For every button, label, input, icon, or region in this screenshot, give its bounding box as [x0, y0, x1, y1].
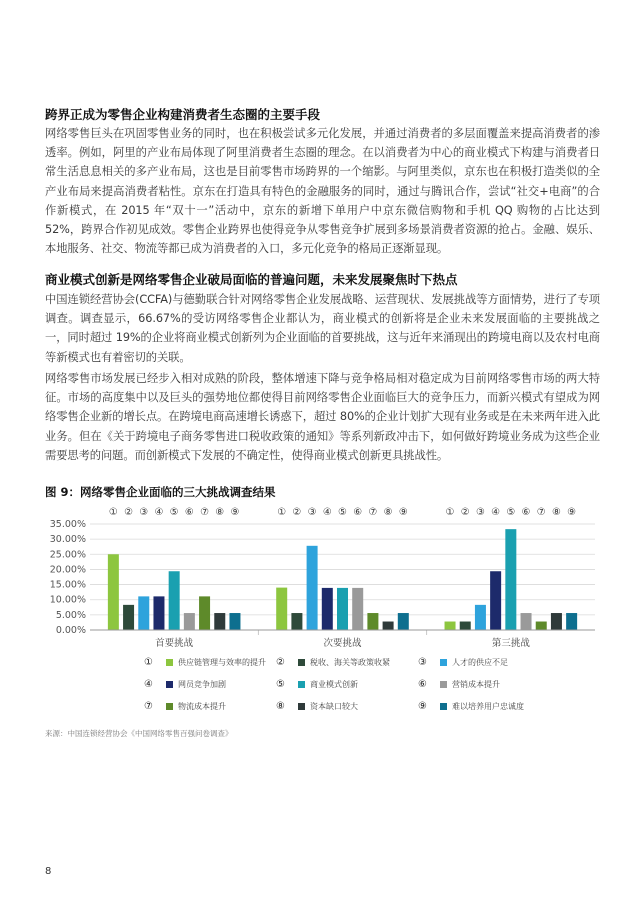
y-tick-label: 5.00% — [55, 609, 86, 621]
bar — [337, 588, 348, 630]
group-marker: ② — [460, 507, 470, 518]
bar — [169, 571, 180, 630]
group-marker: ⑧ — [551, 507, 561, 518]
bar — [123, 605, 134, 630]
bar — [153, 596, 164, 630]
legend-item — [276, 698, 358, 714]
legend-label: 营销成本提升 — [452, 679, 500, 689]
group-marker: ⑦ — [200, 507, 210, 518]
legend-marker: ⑦ — [144, 700, 153, 712]
legend-swatch — [440, 703, 447, 710]
legend-swatch — [166, 681, 173, 688]
y-tick-label: 10.00% — [49, 594, 86, 606]
legend-label: 税收、海关等政策收紧 — [310, 657, 390, 667]
bar — [460, 622, 471, 630]
group-marker: ③ — [475, 507, 485, 518]
legend-label: 网员竞争加剧 — [178, 679, 226, 689]
legend-item — [418, 676, 500, 692]
bar — [398, 613, 409, 630]
bar — [307, 546, 318, 630]
legend-marker: ④ — [144, 678, 153, 690]
group-marker: ④ — [154, 507, 164, 518]
legend-item — [418, 654, 508, 670]
section-title-cross-border: 跨界正成为零售企业构建消费者生态圈的主要手段 — [45, 107, 321, 122]
bar — [505, 529, 516, 630]
legend-label: 难以培养用户忠诚度 — [452, 701, 524, 711]
legend-label: 人才的供应不足 — [452, 657, 508, 667]
y-tick-label: 35.00% — [49, 519, 86, 530]
x-category-label: 第三挑战 — [491, 638, 530, 649]
legend-swatch — [440, 681, 447, 688]
group-marker: ① — [108, 507, 118, 518]
bar — [566, 613, 577, 630]
legend-swatch — [166, 703, 173, 710]
legend-swatch — [166, 659, 173, 666]
bar — [536, 622, 547, 630]
bar — [490, 571, 501, 630]
y-tick-label: 30.00% — [49, 534, 86, 546]
bar — [322, 588, 333, 630]
legend-marker: ⑥ — [418, 678, 427, 690]
legend-swatch — [298, 703, 305, 710]
bar — [276, 588, 287, 630]
group-marker: ⑤ — [169, 507, 179, 518]
page-number: 8 — [45, 866, 52, 877]
group-marker: ⑤ — [338, 507, 347, 518]
legend-item — [276, 654, 390, 670]
legend-marker: ⑧ — [276, 700, 285, 712]
group-marker: ⑨ — [567, 507, 577, 518]
legend-marker: ⑨ — [418, 700, 427, 712]
legend-marker: ⑤ — [276, 678, 285, 690]
y-tick-label: 15.00% — [49, 579, 86, 591]
legend-label: 供应链管理与效率的提升 — [178, 657, 266, 667]
challenges-bar-chart — [40, 502, 600, 654]
bar — [108, 554, 119, 630]
bar — [184, 613, 195, 630]
section-title-business-model: 商业模式创新是网络零售企业破局面临的普遍问题，未来发展聚焦时下热点 — [45, 272, 458, 287]
bar — [551, 613, 562, 630]
group-marker: ③ — [307, 507, 317, 518]
group-marker: ⑦ — [368, 507, 378, 518]
legend-marker: ③ — [418, 656, 427, 668]
figure-title: 图 9：网络零售企业面临的三大挑战调查结果 — [45, 485, 276, 499]
group-marker: ④ — [322, 507, 332, 518]
group-marker: ⑨ — [230, 507, 240, 518]
legend-label: 资本缺口较大 — [310, 701, 358, 711]
bar — [352, 588, 363, 630]
bar — [367, 613, 378, 630]
group-marker: ⑨ — [398, 507, 408, 518]
paragraph-survey: 中国连锁经营协会(CCFA)与德勤联合针对网络零售企业发展战略、运营现状、发展挑战等方面情势，进行了专项调查。调查显示，66.67%的受访网络零售企业都认为，商业模式的创新将是企业未来发展面临的主要挑战之一，同时超过 19%的企业将商业模式创新列为企业面临的首要挑战，这与近年来涌现出的跨境电商以及农村电商等新模式也有着密切的关联。 — [45, 293, 600, 364]
legend-item — [276, 676, 358, 692]
bar — [214, 613, 225, 630]
group-marker: ② — [124, 507, 134, 518]
bar — [199, 596, 210, 630]
y-tick-label: 0.00% — [55, 625, 86, 636]
source-note: 来源：中国连锁经营协会《中国网络零售百强问卷调查》 — [45, 729, 233, 738]
x-category-label: 次要挑战 — [323, 638, 362, 649]
legend-swatch — [298, 659, 305, 666]
bar — [138, 596, 149, 630]
legend-label: 商业模式创新 — [310, 679, 358, 689]
bar — [475, 605, 486, 630]
paragraph-market: 网络零售市场发展已经步入相对成熟的阶段，整体增速下降与竞争格局相对稳定成为目前网络零售市场的两大特征。市场的高度集中以及巨头的强势地位都使得目前网络零售企业面临巨大的竞争压力，而新兴模式有望成为网络零售企业新的增长点。在跨境电商高速增长诱惑下，超过 80%的企业计划扩大现有业务或是在未来两年进入此业务。但在《关于跨境电子商务零售进口税收政策的通知》等系列新政冲击下，如何做好跨境业务成为这些企业需要思考的问题。而创新模式下发展的不确定性，使得商业模式创新更具挑战性。 — [45, 372, 600, 462]
legend-item — [144, 676, 226, 692]
bar — [521, 613, 532, 630]
y-tick-label: 20.00% — [49, 564, 86, 576]
legend-item — [144, 698, 226, 714]
legend-swatch — [298, 681, 305, 688]
legend-item — [418, 698, 524, 714]
x-category-label: 首要挑战 — [155, 638, 194, 649]
paragraph-cross-border: 网络零售巨头在巩固零售业务的同时，也在积极尝试多元化发展，并通过消费者的多层面覆盖来提高消费者的渗透率。例如，阿里的产业布局体现了阿里消费者生态圈的理念。在以消费者为中心的商业模式下构建与消费者日常生活息息相关的多产业布局，这也是目前零售市场跨界的一个缩影。与阿里类似，京东也在积极打造类似的全产业布局来提高消费者粘性。京东在打造具有特色的金融服务的同时，通过与腾讯合作，尝试“社交+电商”的合作新模式，在 2015 年“双十一”活动中，京东的新增下单用户中京东微信购物和手机 QQ 购物的占比达到 52%，跨界合作初见成效。零售企业跨界也使得竞争从零售竞争扩展到多场景消费者资源的抢占。金融、娱乐、本地服务、社交、物流等都已成为消费者的入口，多元化竞争的格局正逐渐显现。 — [45, 127, 600, 256]
y-tick-label: 25.00% — [49, 549, 86, 561]
group-marker: ① — [445, 507, 455, 518]
group-marker: ④ — [491, 507, 501, 518]
group-marker: ⑥ — [184, 507, 194, 518]
bar — [445, 622, 456, 630]
bar — [383, 622, 394, 630]
legend-item — [144, 654, 266, 670]
group-marker: ⑧ — [215, 507, 225, 518]
legend-marker: ② — [276, 656, 285, 668]
legend-swatch — [440, 659, 447, 666]
bar — [229, 613, 240, 630]
group-marker: ⑦ — [536, 507, 546, 518]
group-marker: ⑥ — [521, 507, 531, 518]
group-marker: ① — [277, 507, 287, 518]
bar — [291, 613, 302, 630]
group-marker: ② — [292, 507, 302, 518]
group-marker: ③ — [139, 507, 149, 518]
legend-marker: ① — [144, 656, 153, 668]
group-marker: ⑤ — [506, 507, 516, 518]
group-marker: ⑧ — [383, 507, 393, 518]
group-marker: ⑥ — [353, 507, 363, 518]
legend-label: 物流成本提升 — [178, 701, 226, 711]
